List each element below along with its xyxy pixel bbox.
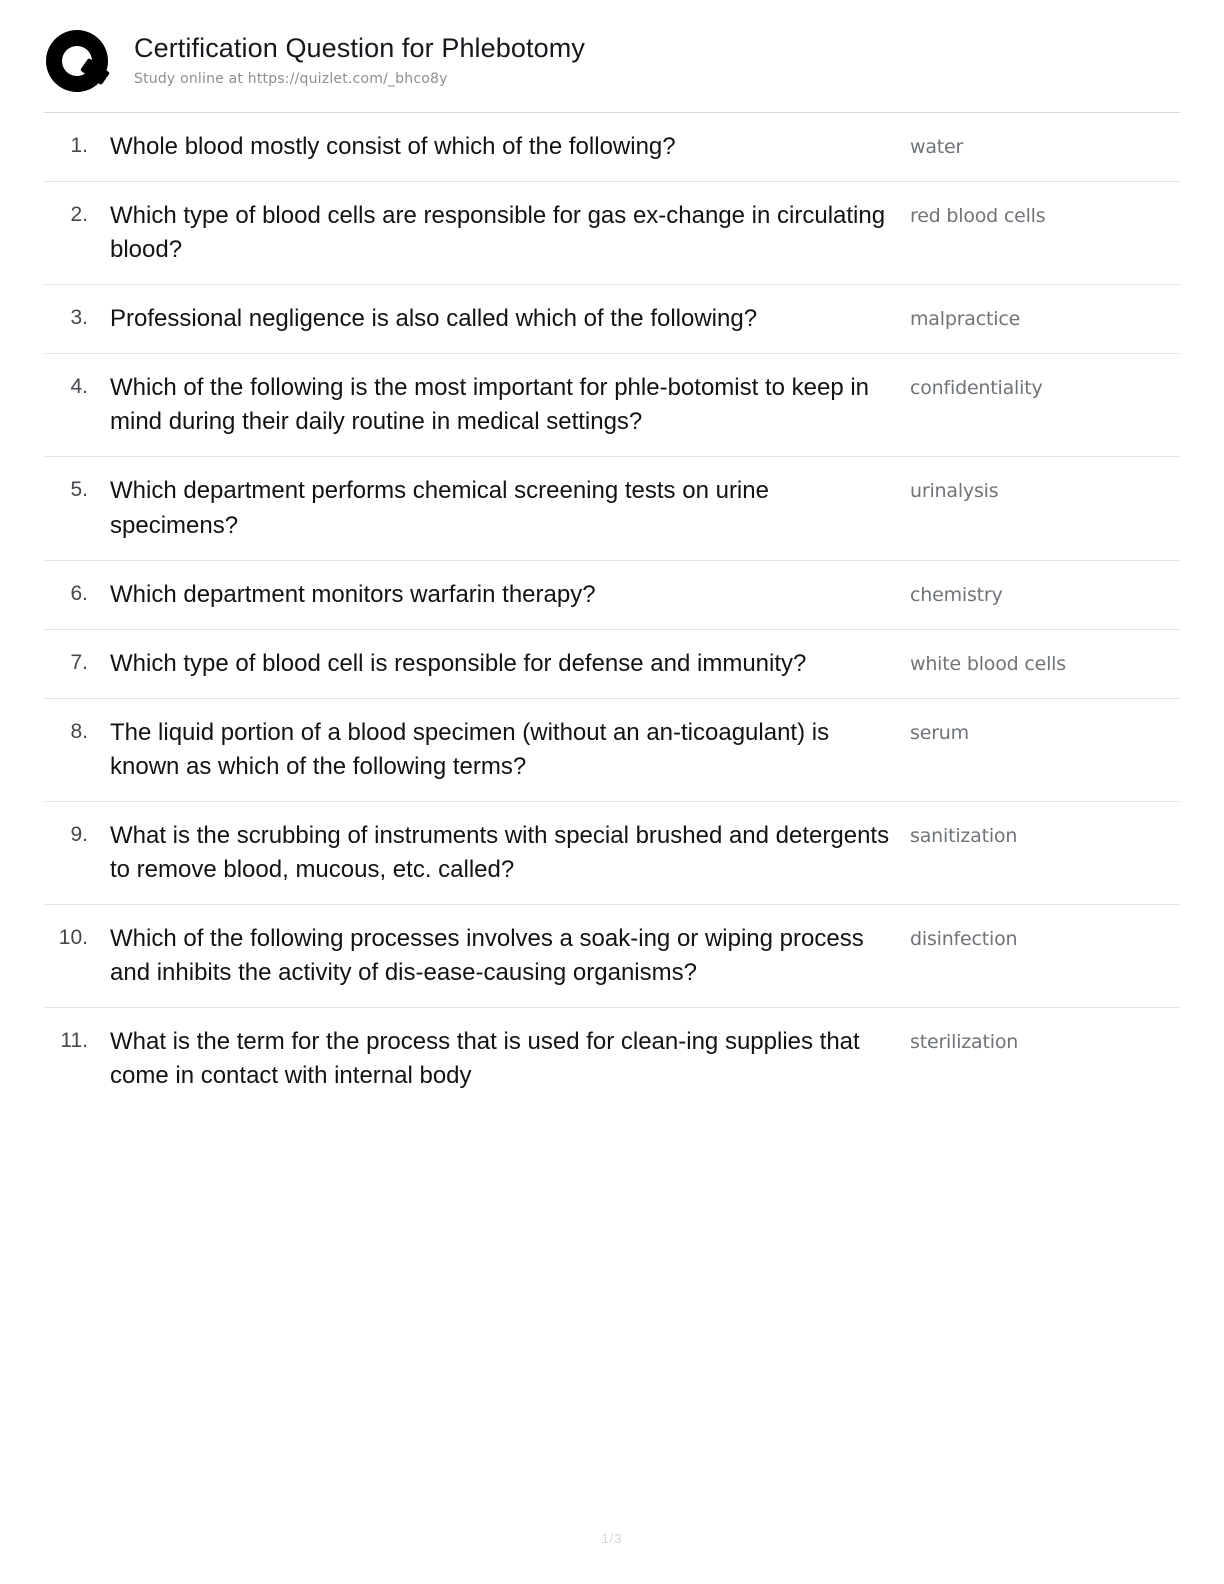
qa-row [44,456,1180,559]
question-text: Which type of blood cell is responsible for defense and immunity? [110,649,807,677]
answer-text: red blood cells [910,205,1046,228]
qa-row [44,629,1180,698]
qa-row [44,801,1180,904]
question-number: 11. [60,1029,88,1053]
question-text: Which of the following is the most important for phle-botomist to keep in mind during their daily routine in medical settings? [110,374,870,436]
question-number: 6. [70,581,88,605]
answer-text: sterilization [910,1031,1019,1054]
question-number: 9. [70,822,88,846]
document-header [44,26,1180,100]
answer-text: disinfection [910,928,1018,951]
qa-row [44,353,1180,456]
answer-text: sanitization [910,824,1018,847]
qa-row [44,560,1180,629]
answer-text: water [910,136,964,158]
question-text: The liquid portion of a blood specimen (without an an-ticoagulant) is known as which of the following terms? [110,718,830,780]
answer-text: malpractice [910,308,1021,331]
qa-row [44,181,1180,284]
question-number: 5. [70,478,88,502]
question-text: Professional negligence is also called which of the following? [110,305,758,333]
question-text: Whole blood mostly consist of which of the following? [110,133,676,160]
qa-list [44,112,1180,1110]
question-number: 8. [70,719,88,743]
page-footer: 1/3 [601,1531,623,1546]
answer-text: white blood cells [910,652,1066,675]
question-text: What is the term for the process that is used for clean-ing supplies that come in contact with internal body [110,1028,860,1090]
qa-row [44,698,1180,801]
question-text: Which of the following processes involves a soak-ing or wiping process and inhibits the activity of dis-ease-causing organisms? [110,925,864,987]
answer-text: chemistry [910,583,1003,606]
quizlet-q-logo-icon [44,28,116,100]
header-text-block [116,26,585,87]
question-text: Which department monitors warfarin therapy? [110,580,596,608]
qa-row [44,904,1180,1007]
question-number: 1. [70,134,88,157]
question-number: 2. [70,203,88,227]
answer-text: confidentiality [910,377,1043,400]
question-text: What is the scrubbing of instruments with special brushed and detergents to remove blood, mucous, etc. called? [110,821,890,884]
question-number: 10. [58,926,88,950]
question-number: 7. [70,650,88,674]
answer-text: serum [910,721,969,744]
qa-row [44,1007,1180,1110]
page-title: Certification Question for Phlebotomy [134,33,585,63]
question-text: Which department performs chemical screening tests on urine specimens? [110,477,769,539]
answer-text: urinalysis [910,480,999,503]
question-number: 3. [70,306,88,330]
qa-row [44,112,1180,181]
question-text: Which type of blood cells are responsible for gas ex-change in circulating blood? [110,202,886,264]
study-link-subtitle: Study online at https://quizlet.com/_bhco8y [134,71,448,88]
qa-row [44,284,1180,353]
question-number: 4. [70,375,88,399]
